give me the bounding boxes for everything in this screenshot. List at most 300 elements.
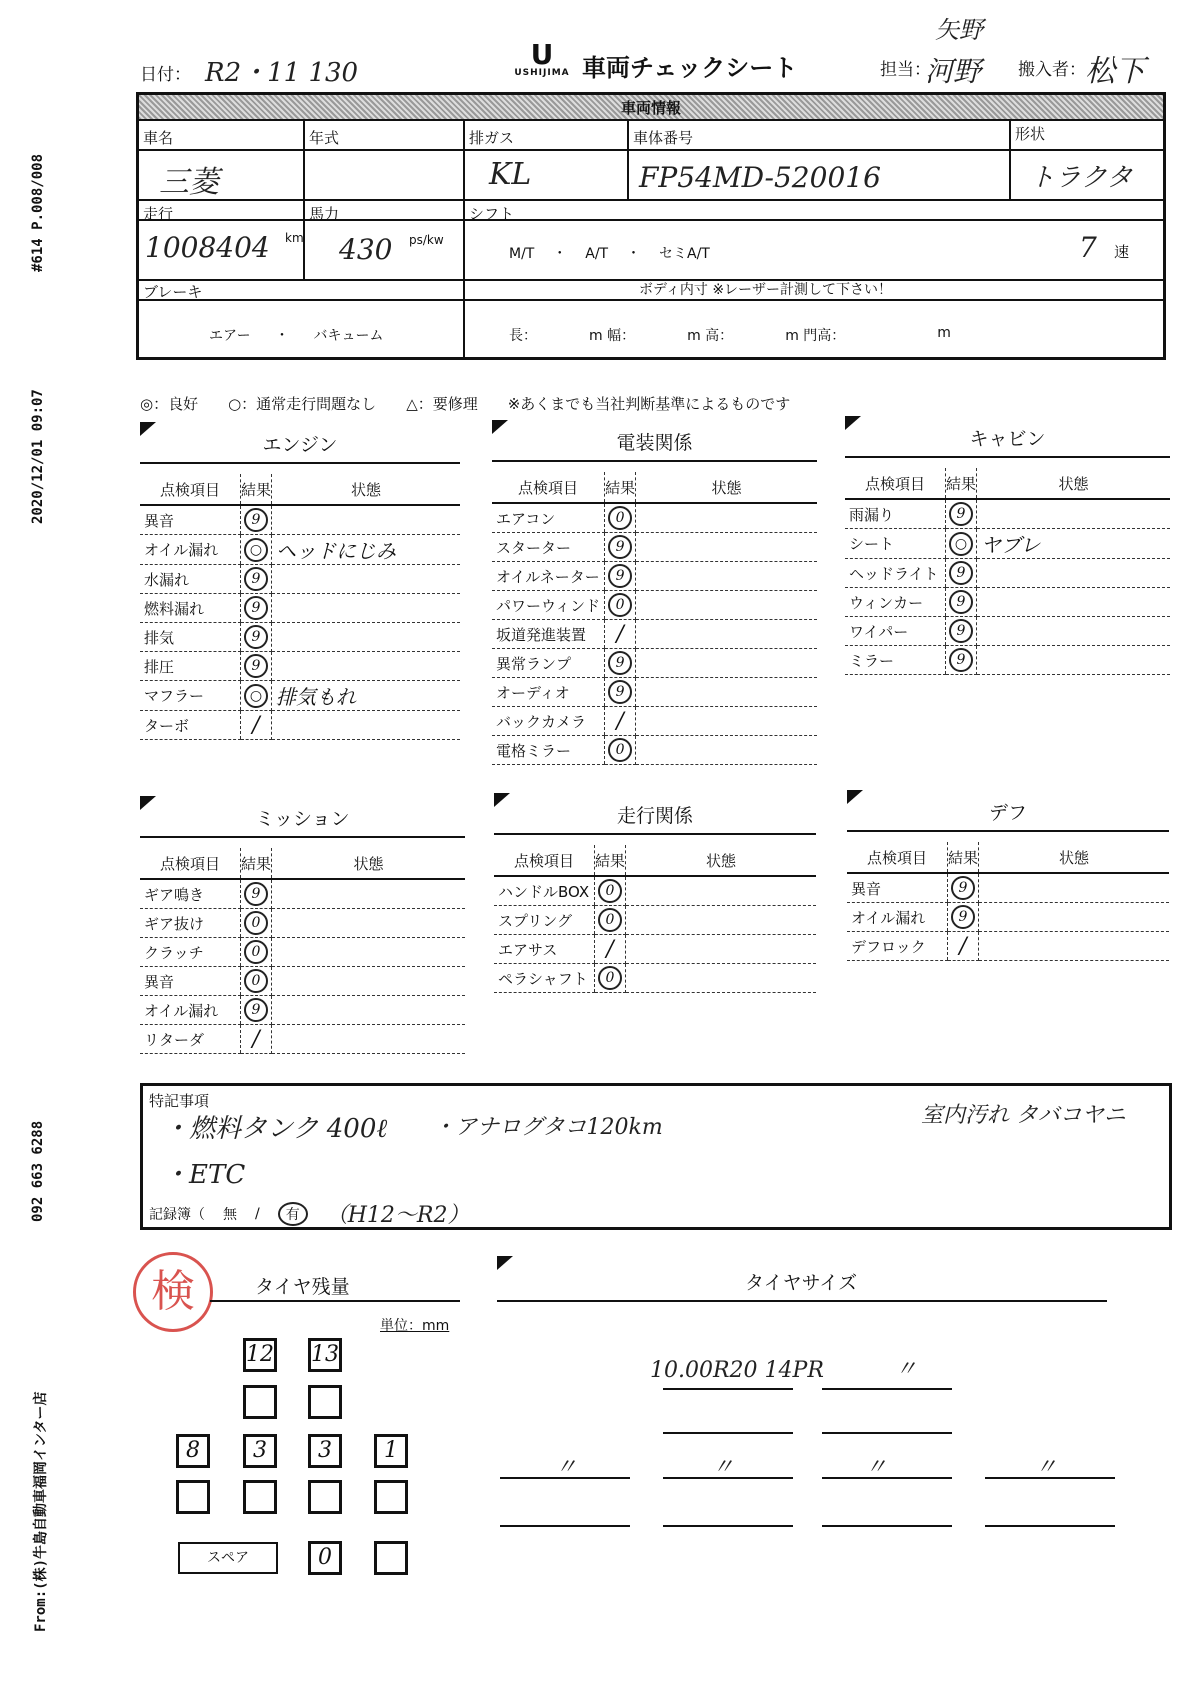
electric-result-cell bbox=[605, 503, 636, 533]
cabin-result-cell bbox=[946, 588, 977, 617]
chassis-value: FP54MD-520016 bbox=[639, 161, 881, 194]
tire-box-rear2-outer-left bbox=[176, 1480, 210, 1514]
table-row bbox=[140, 1025, 465, 1054]
cabin-title-underline bbox=[845, 456, 1170, 458]
cabin-result-mark: 9 bbox=[949, 590, 973, 614]
mission-header-state: 状態 bbox=[272, 848, 465, 879]
tire-box-rear2-inner-right bbox=[308, 1480, 342, 1514]
drive-result-cell bbox=[595, 935, 626, 964]
tire-size-title: タイヤサイズ bbox=[745, 1272, 858, 1294]
diff-state-note bbox=[979, 932, 1169, 961]
remarks-line2: ・ETC bbox=[163, 1160, 246, 1190]
table-row bbox=[140, 909, 465, 938]
table-row bbox=[845, 559, 1170, 588]
electric-state-note bbox=[636, 533, 817, 562]
electric-title-underline bbox=[492, 460, 817, 462]
tire-box-rear2-inner-left bbox=[243, 1480, 277, 1514]
body-label: ボディ内寸 ※レーザー計測して下さい！ bbox=[639, 282, 893, 298]
electric-item-label: パワーウィンド bbox=[492, 591, 605, 620]
staff-value: 河野 bbox=[925, 55, 982, 88]
cabin-item-label: ヘッドライト bbox=[845, 559, 946, 588]
shift-speeds-unit: 速 bbox=[1114, 243, 1130, 261]
diff-item-label: オイル漏れ bbox=[847, 903, 948, 932]
engine-item-label: 燃料漏れ bbox=[140, 594, 241, 623]
table-row bbox=[845, 529, 1170, 559]
remarks-box bbox=[140, 1083, 1172, 1230]
engine-result-cell bbox=[241, 535, 272, 565]
tire-size-rear-3: 〃 bbox=[865, 1455, 888, 1480]
fax-datetime: 2020/12/01 09:07 bbox=[30, 389, 46, 524]
table-row bbox=[140, 565, 460, 594]
electric-state-note bbox=[636, 649, 817, 678]
table-row bbox=[492, 503, 817, 533]
diff-item-label: 異音 bbox=[847, 873, 948, 903]
tire-unit-label: 単位：mm bbox=[380, 1318, 450, 1334]
table-row bbox=[140, 967, 465, 996]
electric-result-cell bbox=[605, 736, 636, 765]
diff-item-label: デフロック bbox=[847, 932, 948, 961]
shift-options: M/T ・ A/T ・ セミA/T bbox=[509, 246, 710, 262]
tire-box-front-left-inner bbox=[243, 1385, 277, 1419]
shift-speeds-value: 7 bbox=[1079, 231, 1097, 264]
table-row bbox=[492, 707, 817, 736]
engine-result-mark: ○ bbox=[244, 684, 268, 708]
electric-result-cell bbox=[605, 620, 636, 649]
mission-state-note bbox=[272, 909, 465, 938]
inspection-stamp: 検 bbox=[133, 1252, 213, 1332]
diff-state-note bbox=[979, 903, 1169, 932]
cabin-result-mark: ○ bbox=[949, 532, 973, 556]
table-row bbox=[847, 873, 1169, 903]
engine-state-note bbox=[272, 623, 460, 652]
drive-result-mark: 0 bbox=[598, 879, 622, 903]
electric-header-state: 状態 bbox=[636, 472, 817, 503]
drive-title-underline bbox=[494, 833, 816, 835]
mission-result-mark: 0 bbox=[244, 969, 268, 993]
engine-header-item: 点検項目 bbox=[140, 474, 241, 505]
diff-state-note bbox=[979, 873, 1169, 903]
diff-result-cell bbox=[948, 873, 979, 903]
electric-result-mark: 9 bbox=[608, 680, 632, 704]
legend-note: ※あくまでも当社判断基準によるものです bbox=[507, 395, 791, 413]
engine-result-mark: / bbox=[252, 712, 260, 738]
engine-item-label: 異音 bbox=[140, 505, 241, 535]
emission-label: 排ガス bbox=[469, 129, 515, 147]
drive-header-result: 結果 bbox=[595, 845, 626, 876]
cabin-header-state: 状態 bbox=[977, 468, 1170, 499]
logo-text: USHIJIMA bbox=[514, 68, 570, 78]
engine-item-label: マフラー bbox=[140, 681, 241, 711]
delivered-label: 搬入者： bbox=[1018, 60, 1086, 80]
mission-result-mark: 9 bbox=[244, 882, 268, 906]
record-label: 記録簿（ bbox=[149, 1206, 205, 1223]
drive-result-mark: 0 bbox=[598, 908, 622, 932]
electric-header-item: 点検項目 bbox=[492, 472, 605, 503]
legend-ok: ○：通常走行問題なし bbox=[228, 395, 377, 413]
legend bbox=[140, 393, 790, 414]
table-row bbox=[140, 996, 465, 1025]
drive-header-state: 状態 bbox=[626, 845, 816, 876]
drive-state-note bbox=[626, 906, 816, 935]
table-row bbox=[845, 499, 1170, 529]
engine-state-note: ヘッドにじみ bbox=[272, 535, 460, 565]
cabin-result-cell bbox=[946, 617, 977, 646]
tire-box-front-right-inner bbox=[308, 1385, 342, 1419]
table-row bbox=[140, 505, 460, 535]
cabin-result-mark: 9 bbox=[949, 648, 973, 672]
mission-result-cell bbox=[241, 967, 272, 996]
body-dim-width: m 幅： bbox=[589, 328, 636, 344]
table-row bbox=[492, 533, 817, 562]
engine-item-label: 水漏れ bbox=[140, 565, 241, 594]
staff-note: 矢野 bbox=[935, 16, 983, 44]
electric-item-label: 坂道発進装置 bbox=[492, 620, 605, 649]
year-label: 年式 bbox=[309, 129, 340, 147]
mission-result-mark: / bbox=[252, 1026, 260, 1052]
mission-result-cell bbox=[241, 1025, 272, 1054]
engine-result-mark: 9 bbox=[244, 508, 268, 532]
table-row bbox=[845, 588, 1170, 617]
mileage-label: 走行 bbox=[143, 205, 174, 223]
remarks-label: 特記事項 bbox=[149, 1092, 210, 1110]
mission-item-label: オイル漏れ bbox=[140, 996, 241, 1025]
name-value: 三菱 bbox=[159, 165, 219, 200]
table-row bbox=[845, 617, 1170, 646]
diff-result-cell bbox=[948, 903, 979, 932]
engine-result-cell bbox=[241, 594, 272, 623]
engine-state-note bbox=[272, 505, 460, 535]
engine-result-mark: 9 bbox=[244, 596, 268, 620]
table-row bbox=[140, 623, 460, 652]
drive-item-label: スプリング bbox=[494, 906, 595, 935]
cabin-state-note bbox=[977, 617, 1170, 646]
mission-result-cell bbox=[241, 909, 272, 938]
engine-result-cell bbox=[241, 623, 272, 652]
diff-title: デフ bbox=[988, 802, 1027, 824]
cabin-item-label: 雨漏り bbox=[845, 499, 946, 529]
engine-result-mark: 9 bbox=[244, 654, 268, 678]
electric-title: 電装関係 bbox=[616, 432, 693, 454]
tire-box-spare-2 bbox=[374, 1541, 408, 1575]
tire-remaining-title: タイヤ残量 bbox=[255, 1276, 350, 1298]
fax-from: From:(株)牛島自動車福岡インター店 bbox=[33, 1391, 49, 1632]
tire-box-rear1-inner-right: 3 bbox=[308, 1434, 342, 1468]
cabin-result-mark: 9 bbox=[949, 561, 973, 585]
mission-result-cell bbox=[241, 879, 272, 909]
electric-result-mark: 9 bbox=[608, 651, 632, 675]
cabin-result-cell bbox=[946, 559, 977, 588]
mission-state-note bbox=[272, 1025, 465, 1054]
record-sep: / bbox=[255, 1205, 260, 1222]
tire-size-flag bbox=[497, 1256, 513, 1270]
electric-table bbox=[492, 472, 817, 765]
table-row bbox=[140, 711, 460, 740]
power-label: 馬力 bbox=[309, 205, 340, 223]
mission-state-note bbox=[272, 879, 465, 909]
mission-state-note bbox=[272, 967, 465, 996]
mission-header-result: 結果 bbox=[241, 848, 272, 879]
drive-item-label: ハンドルBOX bbox=[494, 876, 595, 906]
electric-result-cell bbox=[605, 649, 636, 678]
diff-table bbox=[847, 842, 1169, 961]
table-row bbox=[847, 932, 1169, 961]
electric-state-note bbox=[636, 736, 817, 765]
table-row bbox=[494, 935, 816, 964]
mission-state-note bbox=[272, 938, 465, 967]
electric-state-note bbox=[636, 562, 817, 591]
emission-value: KL bbox=[489, 157, 532, 192]
chassis-label: 車体番号 bbox=[633, 129, 694, 147]
name-label: 車名 bbox=[143, 129, 174, 147]
company-logo bbox=[512, 38, 572, 78]
power-value: 430 bbox=[339, 233, 393, 266]
diff-header-state: 状態 bbox=[979, 842, 1169, 873]
diff-result-mark: / bbox=[959, 933, 967, 959]
electric-result-cell bbox=[605, 591, 636, 620]
cabin-item-label: ミラー bbox=[845, 646, 946, 675]
electric-result-cell bbox=[605, 678, 636, 707]
cabin-result-mark: 9 bbox=[949, 619, 973, 643]
mileage-unit: km bbox=[285, 231, 304, 245]
electric-state-note bbox=[636, 678, 817, 707]
drive-result-cell bbox=[595, 964, 626, 993]
electric-result-cell bbox=[605, 533, 636, 562]
body-dim-height: m 高： bbox=[687, 328, 734, 344]
record-value: （H12～R2） bbox=[325, 1203, 470, 1228]
mission-result-mark: 0 bbox=[244, 911, 268, 935]
engine-result-cell bbox=[241, 505, 272, 535]
electric-result-mark: / bbox=[616, 621, 624, 647]
tire-size-front-right: 〃 bbox=[895, 1357, 918, 1382]
engine-item-label: ターボ bbox=[140, 711, 241, 740]
mileage-value: 1008404 bbox=[145, 231, 270, 264]
tire-box-rear1-outer-left: 8 bbox=[176, 1434, 210, 1468]
engine-header-state: 状態 bbox=[272, 474, 460, 505]
cabin-title: キャビン bbox=[969, 428, 1046, 450]
diff-title-underline bbox=[847, 830, 1169, 832]
electric-result-mark: 0 bbox=[608, 738, 632, 762]
drive-result-mark: / bbox=[606, 936, 614, 962]
mission-title-underline bbox=[140, 836, 465, 838]
engine-state-note bbox=[272, 565, 460, 594]
engine-header-result: 結果 bbox=[241, 474, 272, 505]
drive-header-item: 点検項目 bbox=[494, 845, 595, 876]
electric-item-label: バックカメラ bbox=[492, 707, 605, 736]
table-row bbox=[492, 562, 817, 591]
vehicle-info-band bbox=[139, 95, 1163, 121]
date-value: R2・11 130 bbox=[205, 58, 359, 88]
electric-item-label: エアコン bbox=[492, 503, 605, 533]
electric-result-mark: 9 bbox=[608, 564, 632, 588]
cabin-item-label: ウィンカー bbox=[845, 588, 946, 617]
table-row bbox=[492, 591, 817, 620]
table-row bbox=[847, 903, 1169, 932]
drive-state-note bbox=[626, 964, 816, 993]
mission-state-note bbox=[272, 996, 465, 1025]
electric-state-note bbox=[636, 707, 817, 736]
table-row bbox=[494, 964, 816, 993]
fax-number: 092 663 6288 bbox=[30, 1120, 46, 1222]
engine-result-mark: 9 bbox=[244, 625, 268, 649]
engine-result-cell bbox=[241, 681, 272, 711]
drive-item-label: ペラシャフト bbox=[494, 964, 595, 993]
drive-item-label: エアサス bbox=[494, 935, 595, 964]
cabin-result-mark: 9 bbox=[949, 502, 973, 526]
engine-state-note bbox=[272, 652, 460, 681]
table-row bbox=[845, 646, 1170, 675]
engine-state-note: 排気もれ bbox=[272, 681, 460, 711]
electric-state-note bbox=[636, 620, 817, 649]
table-row bbox=[492, 678, 817, 707]
diff-header-result: 結果 bbox=[948, 842, 979, 873]
table-row bbox=[140, 879, 465, 909]
tire-size-front-left: 10.00R20 14PR bbox=[650, 1358, 824, 1383]
body-dim-length: 長： bbox=[509, 328, 537, 344]
drive-state-note bbox=[626, 876, 816, 906]
table-row bbox=[494, 906, 816, 935]
electric-state-note bbox=[636, 591, 817, 620]
diff-result-mark: 9 bbox=[951, 876, 975, 900]
body-dims bbox=[509, 325, 951, 345]
cabin-item-label: ワイパー bbox=[845, 617, 946, 646]
brake-options: エアー ・ バキューム bbox=[209, 328, 384, 344]
mission-item-label: ギア鳴き bbox=[140, 879, 241, 909]
drive-result-mark: 0 bbox=[598, 966, 622, 990]
tire-box-rear1-outer-right: 1 bbox=[374, 1434, 408, 1468]
cabin-result-cell bbox=[946, 499, 977, 529]
staff-label: 担当： bbox=[880, 60, 931, 80]
mission-table bbox=[140, 848, 465, 1054]
diff-result-mark: 9 bbox=[951, 905, 975, 929]
cabin-state-note bbox=[977, 559, 1170, 588]
cabin-header-result: 結果 bbox=[946, 468, 977, 499]
engine-table bbox=[140, 474, 460, 740]
electric-item-label: スターター bbox=[492, 533, 605, 562]
vehicle-info-box bbox=[136, 92, 1166, 360]
table-row bbox=[140, 681, 460, 711]
mission-result-mark: 0 bbox=[244, 940, 268, 964]
tire-box-front-right: 13 bbox=[308, 1338, 342, 1372]
tire-size-rear-1: 〃 bbox=[555, 1455, 578, 1480]
date-label: 日付： bbox=[140, 65, 191, 85]
drive-table bbox=[494, 845, 816, 993]
cabin-item-label: シート bbox=[845, 529, 946, 559]
power-unit: ps/kw bbox=[409, 233, 444, 247]
record-row bbox=[149, 1198, 469, 1229]
cabin-state-note bbox=[977, 646, 1170, 675]
cabin-result-cell bbox=[946, 646, 977, 675]
mission-item-label: ギア抜け bbox=[140, 909, 241, 938]
brake-label: ブレーキ bbox=[143, 283, 203, 301]
page-title: 車両チェックシート bbox=[582, 54, 798, 82]
engine-result-cell bbox=[241, 711, 272, 740]
fax-header: #614 P.008/008 bbox=[30, 153, 46, 272]
shape-value: トラクタ bbox=[1029, 163, 1133, 193]
electric-result-mark: / bbox=[616, 708, 624, 734]
electric-result-cell bbox=[605, 562, 636, 591]
drive-result-cell bbox=[595, 906, 626, 935]
remarks-line1b: ・アナログタコ120km bbox=[433, 1115, 663, 1140]
engine-result-cell bbox=[241, 565, 272, 594]
table-row bbox=[494, 876, 816, 906]
mission-item-label: リターダ bbox=[140, 1025, 241, 1054]
logo-mark: U bbox=[530, 38, 554, 71]
table-row bbox=[492, 736, 817, 765]
electric-result-cell bbox=[605, 707, 636, 736]
record-yes: 有 bbox=[278, 1202, 308, 1226]
spare-label: スペア bbox=[178, 1542, 278, 1574]
body-dim-unit: m bbox=[937, 325, 951, 341]
electric-result-mark: 0 bbox=[608, 506, 632, 530]
engine-item-label: オイル漏れ bbox=[140, 535, 241, 565]
mission-item-label: 異音 bbox=[140, 967, 241, 996]
drive-title: 走行関係 bbox=[616, 805, 693, 827]
cabin-state-note: ヤブレ bbox=[977, 529, 1170, 559]
table-row bbox=[140, 594, 460, 623]
engine-title: エンジン bbox=[262, 434, 338, 456]
remarks-line1c: 室内汚れ タバコヤニ bbox=[921, 1103, 1126, 1128]
cabin-header-item: 点検項目 bbox=[845, 468, 946, 499]
table-row bbox=[140, 938, 465, 967]
tire-box-front-left: 12 bbox=[243, 1338, 277, 1372]
mission-item-label: クラッチ bbox=[140, 938, 241, 967]
electric-item-label: オーディオ bbox=[492, 678, 605, 707]
drive-result-cell bbox=[595, 876, 626, 906]
legend-repair: △：要修理 bbox=[406, 395, 478, 413]
table-row bbox=[492, 649, 817, 678]
electric-result-mark: 0 bbox=[608, 593, 632, 617]
engine-state-note bbox=[272, 594, 460, 623]
tire-box-rear1-inner-left: 3 bbox=[243, 1434, 277, 1468]
tire-size-rear-4: 〃 bbox=[1035, 1455, 1058, 1480]
tire-box-rear2-outer-right bbox=[374, 1480, 408, 1514]
engine-item-label: 排気 bbox=[140, 623, 241, 652]
mission-result-cell bbox=[241, 996, 272, 1025]
mission-header-item: 点検項目 bbox=[140, 848, 241, 879]
electric-item-label: オイルネーター bbox=[492, 562, 605, 591]
shift-label: シフト bbox=[469, 205, 515, 223]
record-none: 無 bbox=[223, 1206, 237, 1223]
engine-title-underline bbox=[140, 462, 460, 464]
table-row bbox=[140, 652, 460, 681]
mission-result-mark: 9 bbox=[244, 998, 268, 1022]
table-row bbox=[140, 535, 460, 565]
tire-box-spare-1: 0 bbox=[308, 1541, 342, 1575]
drive-state-note bbox=[626, 935, 816, 964]
cabin-table bbox=[845, 468, 1170, 675]
cabin-result-cell bbox=[946, 529, 977, 559]
cabin-state-note bbox=[977, 499, 1170, 529]
engine-state-note bbox=[272, 711, 460, 740]
shape-label: 形状 bbox=[1015, 125, 1046, 143]
electric-item-label: 電格ミラー bbox=[492, 736, 605, 765]
electric-result-mark: 9 bbox=[608, 535, 632, 559]
delivered-value: 松下 bbox=[1085, 54, 1145, 89]
remarks-line1a: ・燃料タンク 400ℓ bbox=[163, 1114, 388, 1144]
body-dim-door-height: m 門高： bbox=[785, 328, 846, 344]
mission-result-cell bbox=[241, 938, 272, 967]
cabin-state-note bbox=[977, 588, 1170, 617]
legend-good: ◎：良好 bbox=[140, 395, 199, 413]
diff-header-item: 点検項目 bbox=[847, 842, 948, 873]
engine-result-mark: ○ bbox=[244, 538, 268, 562]
engine-result-mark: 9 bbox=[244, 567, 268, 591]
mission-title: ミッション bbox=[255, 808, 350, 830]
diff-result-cell bbox=[948, 932, 979, 961]
table-row bbox=[492, 620, 817, 649]
engine-item-label: 排圧 bbox=[140, 652, 241, 681]
electric-state-note bbox=[636, 503, 817, 533]
